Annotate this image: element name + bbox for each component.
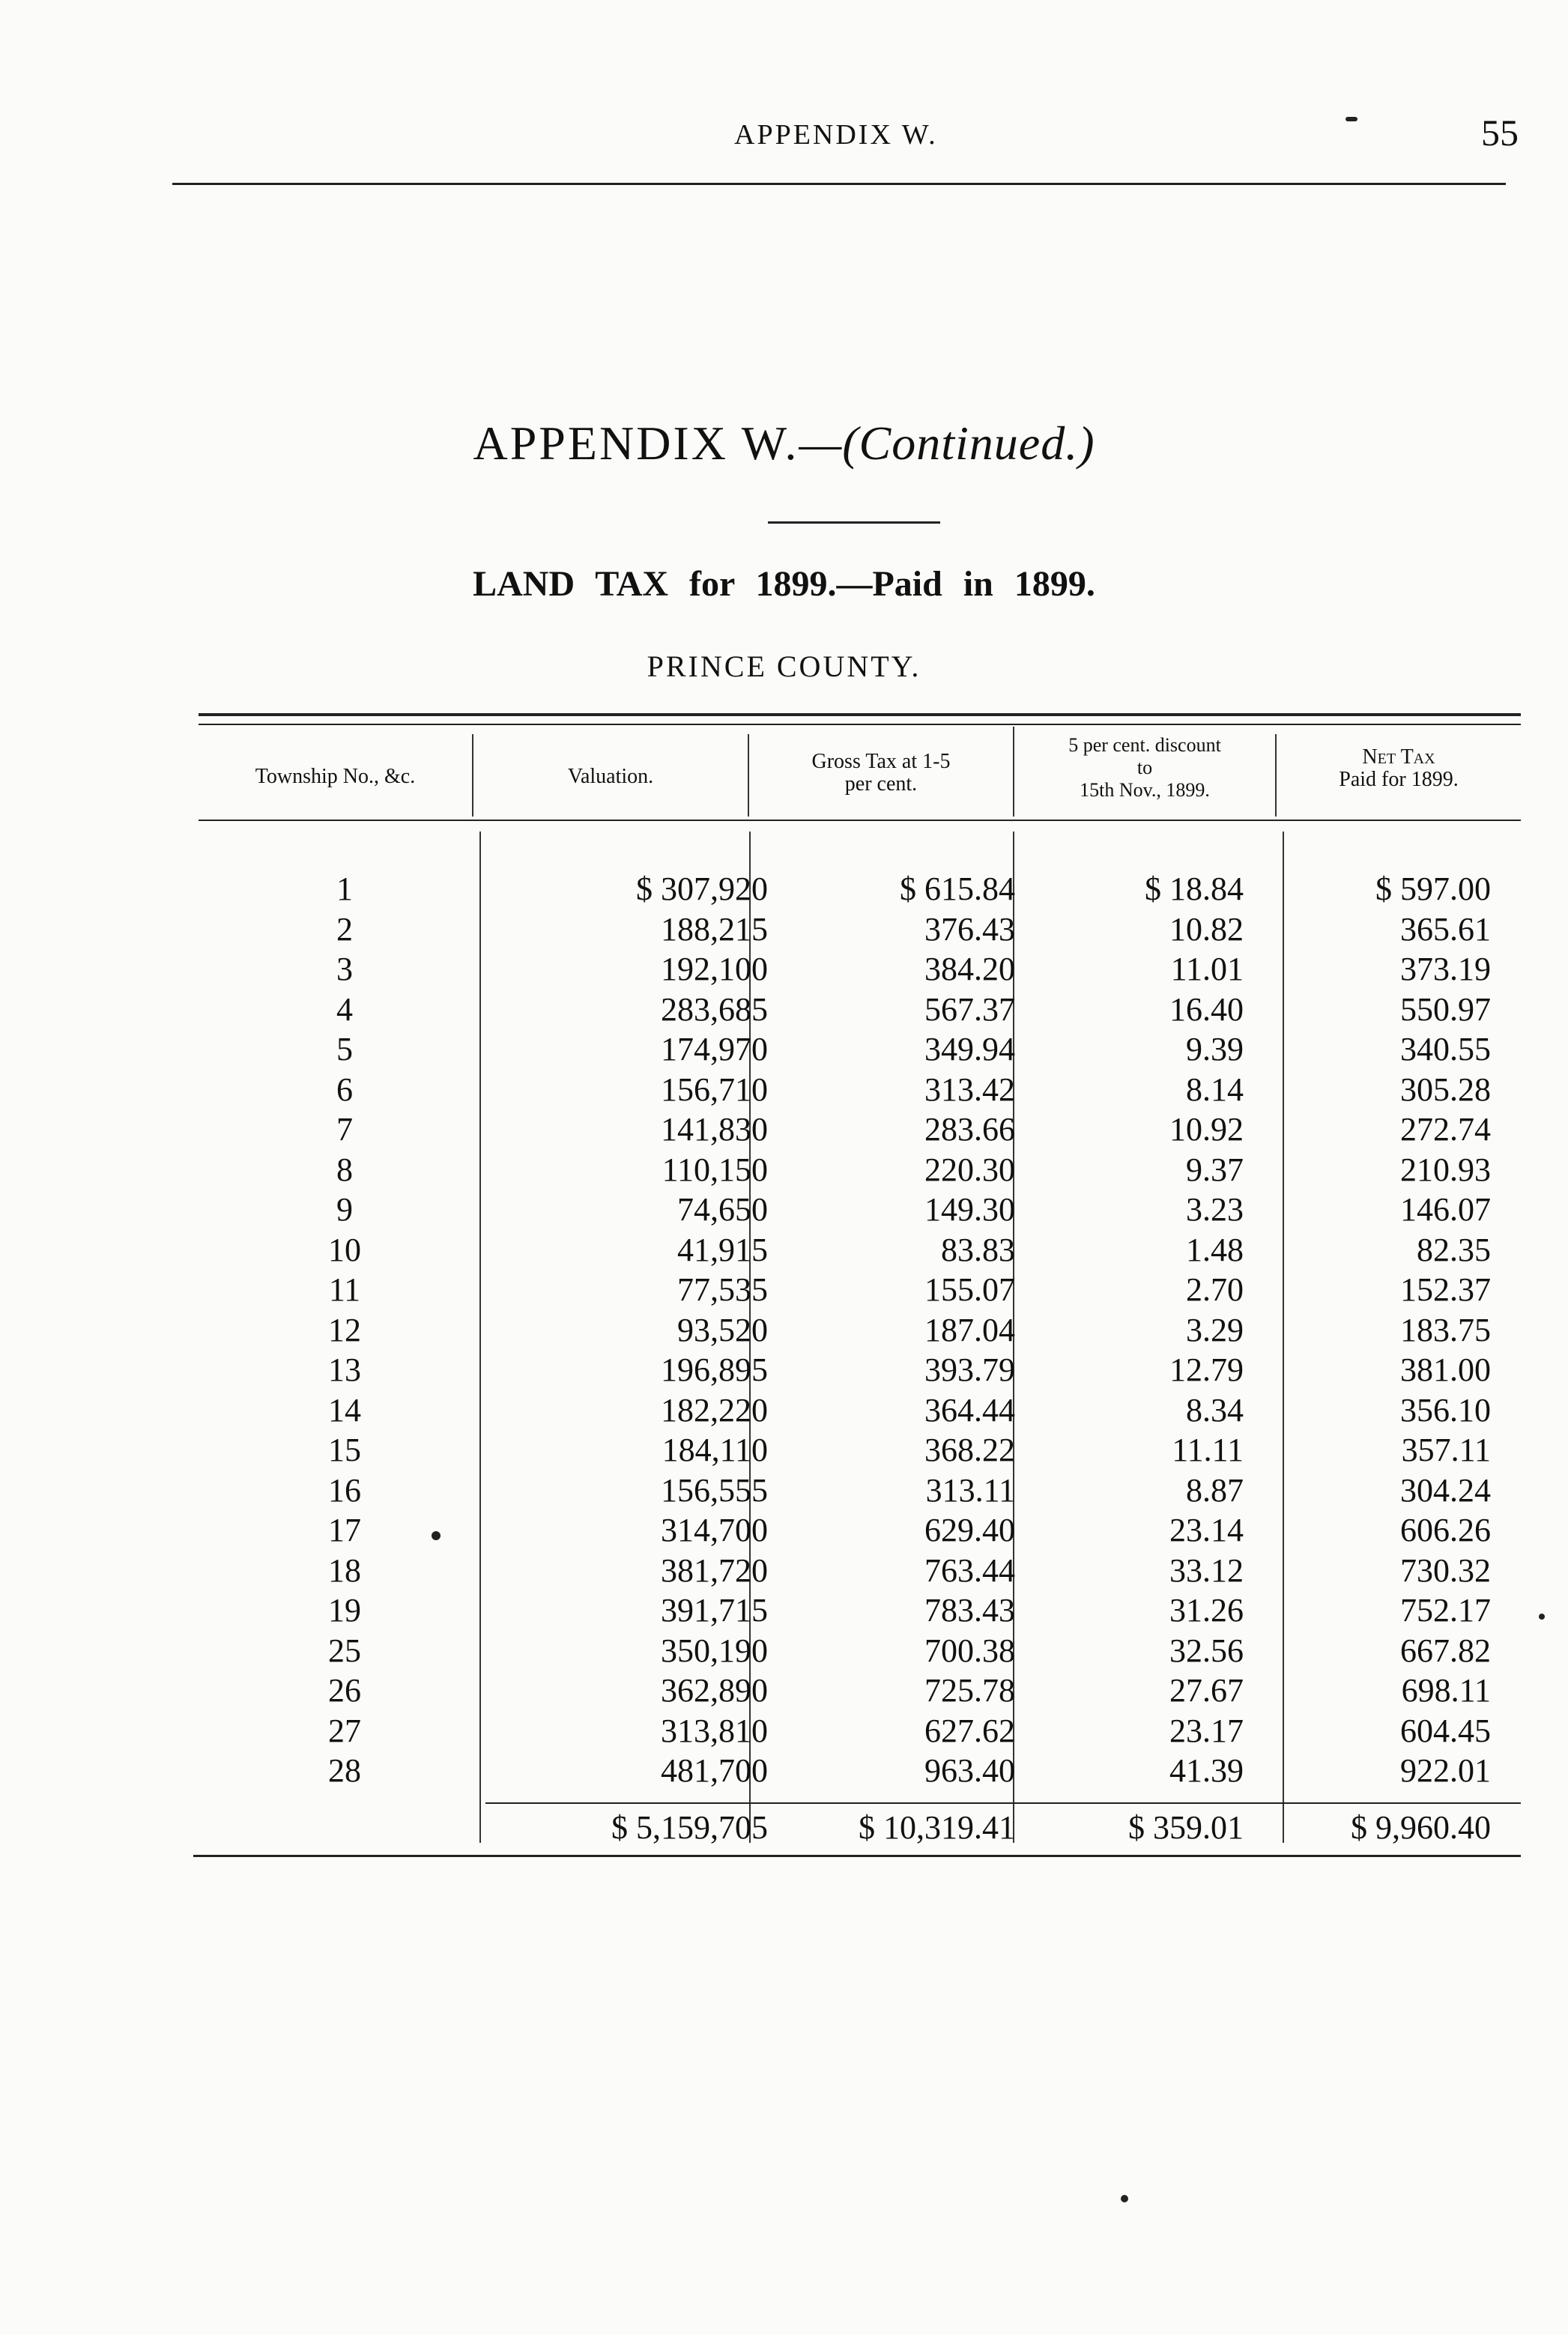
township-cell: 10	[328, 1231, 361, 1268]
valuation-cell: 156,555	[661, 1471, 768, 1509]
column-header-valuation	[473, 766, 748, 788]
column-header-line: 15th Nov., 1899.	[1080, 779, 1210, 801]
valuation-cell: 74,650	[677, 1191, 768, 1228]
header-rule	[172, 183, 1506, 185]
table-row	[199, 1109, 1521, 1150]
table-row	[199, 990, 1521, 1030]
table-top-rule-thin	[199, 724, 1521, 725]
net-tax-cell: $ 597.00	[1375, 870, 1491, 907]
table-row	[199, 1510, 1521, 1551]
table-subtitle: LAND TAX for 1899.—Paid in 1899.	[473, 564, 1095, 604]
totals-row	[199, 1807, 1521, 1849]
valuation-cell: 110,150	[662, 1151, 768, 1188]
table-row	[199, 1551, 1521, 1591]
valuation-cell: 283,685	[661, 990, 768, 1028]
page-number: 55	[1481, 112, 1519, 154]
table-row	[199, 1150, 1521, 1190]
gross-tax-cell: 187.04	[924, 1311, 1015, 1348]
ink-speck	[1121, 2195, 1128, 2202]
valuation-cell: 196,895	[661, 1351, 768, 1388]
valuation-cell: 156,710	[661, 1070, 768, 1108]
net-tax-cell: 730.32	[1400, 1551, 1491, 1589]
gross-tax-cell: 963.40	[924, 1752, 1015, 1789]
total-net-tax: $ 9,960.40	[1351, 1809, 1491, 1846]
township-cell: 14	[328, 1391, 361, 1429]
gross-tax-cell: 567.37	[924, 990, 1015, 1028]
table-header-rule	[199, 820, 1521, 821]
gross-tax-cell: 376.43	[924, 910, 1015, 948]
township-cell: 26	[328, 1672, 361, 1709]
gross-tax-cell: 313.42	[924, 1070, 1015, 1108]
township-cell: 2	[336, 910, 353, 948]
valuation-cell: 93,520	[677, 1311, 768, 1348]
gross-tax-cell: 629.40	[924, 1512, 1015, 1548]
township-cell: 11	[328, 1271, 361, 1308]
net-tax-cell: 357.11	[1401, 1432, 1491, 1468]
table-row	[199, 1430, 1521, 1471]
gross-tax-cell: 393.79	[924, 1351, 1015, 1388]
valuation-cell: 184,110	[662, 1432, 768, 1468]
township-cell: 6	[336, 1070, 353, 1108]
valuation-cell: 141,830	[661, 1111, 768, 1148]
total-valuation: $ 5,159,705	[611, 1809, 768, 1846]
township-cell: 25	[328, 1632, 361, 1669]
table-row	[199, 1590, 1521, 1631]
township-cell: 4	[336, 990, 353, 1028]
title-rule	[768, 521, 940, 524]
table-row	[199, 869, 1521, 909]
net-tax-cell: 152.37	[1400, 1271, 1491, 1308]
table-row	[199, 1711, 1521, 1751]
county-heading: PRINCE COUNTY.	[647, 649, 921, 683]
column-header-line: per cent.	[844, 772, 918, 796]
net-tax-cell: 146.07	[1400, 1191, 1491, 1228]
net-tax-cell: 82.35	[1417, 1231, 1491, 1268]
township-cell: 27	[328, 1712, 361, 1749]
column-header-line: Gross Tax at 1-5	[811, 750, 951, 773]
valuation-cell: 188,215	[661, 910, 768, 948]
net-tax-cell: 304.24	[1400, 1471, 1491, 1509]
discount-cell: 11.11	[1172, 1432, 1244, 1468]
township-cell: 13	[328, 1351, 361, 1388]
township-cell: 17	[328, 1512, 361, 1548]
column-header-line: Township No., &c.	[255, 765, 416, 788]
column-header-line: Paid for 1899.	[1339, 768, 1459, 791]
gross-tax-cell: 384.20	[924, 951, 1015, 987]
gross-tax-cell: 700.38	[924, 1632, 1015, 1669]
net-tax-cell: 373.19	[1400, 951, 1491, 987]
township-cell: 8	[336, 1151, 353, 1188]
discount-cell: 2.70	[1186, 1271, 1244, 1308]
valuation-cell: 77,535	[677, 1271, 768, 1308]
net-tax-cell: 698.11	[1401, 1672, 1491, 1709]
net-tax-cell: 210.93	[1400, 1151, 1491, 1188]
table-row	[199, 1350, 1521, 1390]
column-header-line: Valuation.	[567, 765, 654, 788]
net-tax-cell: 550.97	[1400, 990, 1491, 1028]
gross-tax-cell: 220.30	[924, 1151, 1015, 1188]
table-row	[199, 1631, 1521, 1671]
column-header-gross-tax	[749, 751, 1013, 796]
table-row	[199, 1310, 1521, 1351]
discount-cell: 9.37	[1186, 1151, 1244, 1188]
total-discount: $ 359.01	[1128, 1809, 1244, 1846]
gross-tax-cell: 155.07	[924, 1271, 1015, 1308]
ink-speck	[1539, 1614, 1545, 1620]
page-title-main: APPENDIX W.	[473, 417, 799, 470]
discount-cell: 16.40	[1169, 990, 1244, 1028]
table-row	[199, 1230, 1521, 1271]
gross-tax-cell: 313.11	[925, 1471, 1015, 1509]
ink-speck	[432, 1531, 441, 1540]
gross-tax-cell: 783.43	[924, 1592, 1015, 1629]
township-cell: 7	[336, 1111, 353, 1148]
table-row	[199, 909, 1521, 950]
discount-cell: 1.48	[1186, 1231, 1244, 1268]
gross-tax-cell: 364.44	[924, 1391, 1015, 1429]
township-cell: 18	[328, 1551, 361, 1589]
township-cell: 19	[328, 1592, 361, 1629]
gross-tax-cell: $ 615.84	[900, 870, 1015, 907]
totals-rule	[485, 1802, 1521, 1804]
table-row	[199, 1471, 1521, 1511]
gross-tax-cell: 763.44	[924, 1551, 1015, 1589]
valuation-cell: 313,810	[661, 1712, 768, 1749]
ink-speck	[1345, 117, 1357, 121]
column-header-line: Net Tax	[1362, 745, 1435, 769]
discount-cell: 8.14	[1186, 1070, 1244, 1108]
township-cell: 28	[328, 1752, 361, 1789]
township-cell: 16	[328, 1471, 361, 1509]
table-row	[199, 1390, 1521, 1431]
net-tax-cell: 752.17	[1400, 1592, 1491, 1629]
valuation-cell: 362,890	[661, 1672, 768, 1709]
gross-tax-cell: 368.22	[924, 1432, 1015, 1468]
valuation-cell: 192,100	[661, 951, 768, 987]
table-row	[199, 1070, 1521, 1110]
table-body	[199, 869, 1521, 1791]
valuation-cell: 391,715	[661, 1592, 768, 1629]
table-row	[199, 1671, 1521, 1711]
net-tax-cell: 272.74	[1400, 1111, 1491, 1148]
running-header-title: APPENDIX W.	[734, 119, 938, 151]
column-header-net-tax	[1277, 746, 1521, 791]
valuation-cell: 350,190	[661, 1632, 768, 1669]
discount-cell: 8.87	[1186, 1471, 1244, 1509]
discount-cell: 9.39	[1186, 1031, 1244, 1067]
net-tax-cell: 305.28	[1400, 1070, 1491, 1108]
valuation-cell: 41,915	[677, 1231, 768, 1268]
net-tax-cell: 606.26	[1400, 1512, 1491, 1548]
valuation-cell: 182,220	[661, 1391, 768, 1429]
table-bottom-rule	[193, 1855, 1521, 1857]
column-header-line: 5 per cent. discount	[1068, 734, 1221, 756]
discount-cell: $ 18.84	[1145, 870, 1244, 907]
net-tax-cell: 381.00	[1400, 1351, 1491, 1388]
discount-cell: 12.79	[1169, 1351, 1244, 1388]
net-tax-cell: 922.01	[1400, 1752, 1491, 1789]
table-row	[199, 1270, 1521, 1310]
discount-cell: 27.67	[1169, 1672, 1244, 1709]
discount-cell: 3.23	[1186, 1191, 1244, 1228]
table-row	[199, 1190, 1521, 1230]
table-row	[199, 1029, 1521, 1070]
township-cell: 3	[336, 951, 353, 987]
gross-tax-cell: 149.30	[924, 1191, 1015, 1228]
discount-cell: 10.82	[1169, 910, 1244, 948]
total-gross-tax: $ 10,319.41	[859, 1809, 1015, 1846]
table-row	[199, 1751, 1521, 1791]
discount-cell: 3.29	[1186, 1311, 1244, 1348]
column-header-township	[199, 766, 472, 788]
column-header-line: to	[1136, 757, 1153, 778]
discount-cell: 32.56	[1169, 1632, 1244, 1669]
township-cell: 5	[336, 1031, 353, 1067]
discount-cell: 23.17	[1169, 1712, 1244, 1749]
township-cell: 9	[336, 1191, 353, 1228]
discount-cell: 41.39	[1169, 1752, 1244, 1789]
valuation-cell: 481,700	[661, 1752, 768, 1789]
net-tax-cell: 365.61	[1400, 910, 1491, 948]
township-cell: 1	[336, 870, 353, 907]
net-tax-cell: 340.55	[1400, 1031, 1491, 1067]
valuation-cell: 174,970	[661, 1031, 768, 1067]
valuation-cell: $ 307,920	[636, 870, 768, 907]
gross-tax-cell: 725.78	[924, 1672, 1015, 1709]
net-tax-cell: 604.45	[1400, 1712, 1491, 1749]
net-tax-cell: 667.82	[1400, 1632, 1491, 1669]
table-top-rule	[199, 713, 1521, 716]
discount-cell: 10.92	[1169, 1111, 1244, 1148]
discount-cell: 23.14	[1169, 1512, 1244, 1548]
valuation-cell: 381,720	[661, 1551, 768, 1589]
discount-cell: 11.01	[1170, 951, 1244, 987]
net-tax-cell: 183.75	[1400, 1311, 1491, 1348]
gross-tax-cell: 283.66	[924, 1111, 1015, 1148]
gross-tax-cell: 83.83	[941, 1231, 1015, 1268]
township-cell: 12	[328, 1311, 361, 1348]
discount-cell: 33.12	[1169, 1551, 1244, 1589]
township-cell: 15	[328, 1432, 361, 1468]
discount-cell: 8.34	[1186, 1391, 1244, 1429]
gross-tax-cell: 627.62	[924, 1712, 1015, 1749]
discount-cell: 31.26	[1169, 1592, 1244, 1629]
page-title	[0, 416, 1568, 471]
page-title-continued: —(Continued.)	[799, 417, 1095, 470]
net-tax-cell: 356.10	[1400, 1391, 1491, 1429]
gross-tax-cell: 349.94	[924, 1031, 1015, 1067]
table-row	[199, 949, 1521, 990]
valuation-cell: 314,700	[661, 1512, 768, 1548]
column-header-discount	[1014, 734, 1275, 802]
